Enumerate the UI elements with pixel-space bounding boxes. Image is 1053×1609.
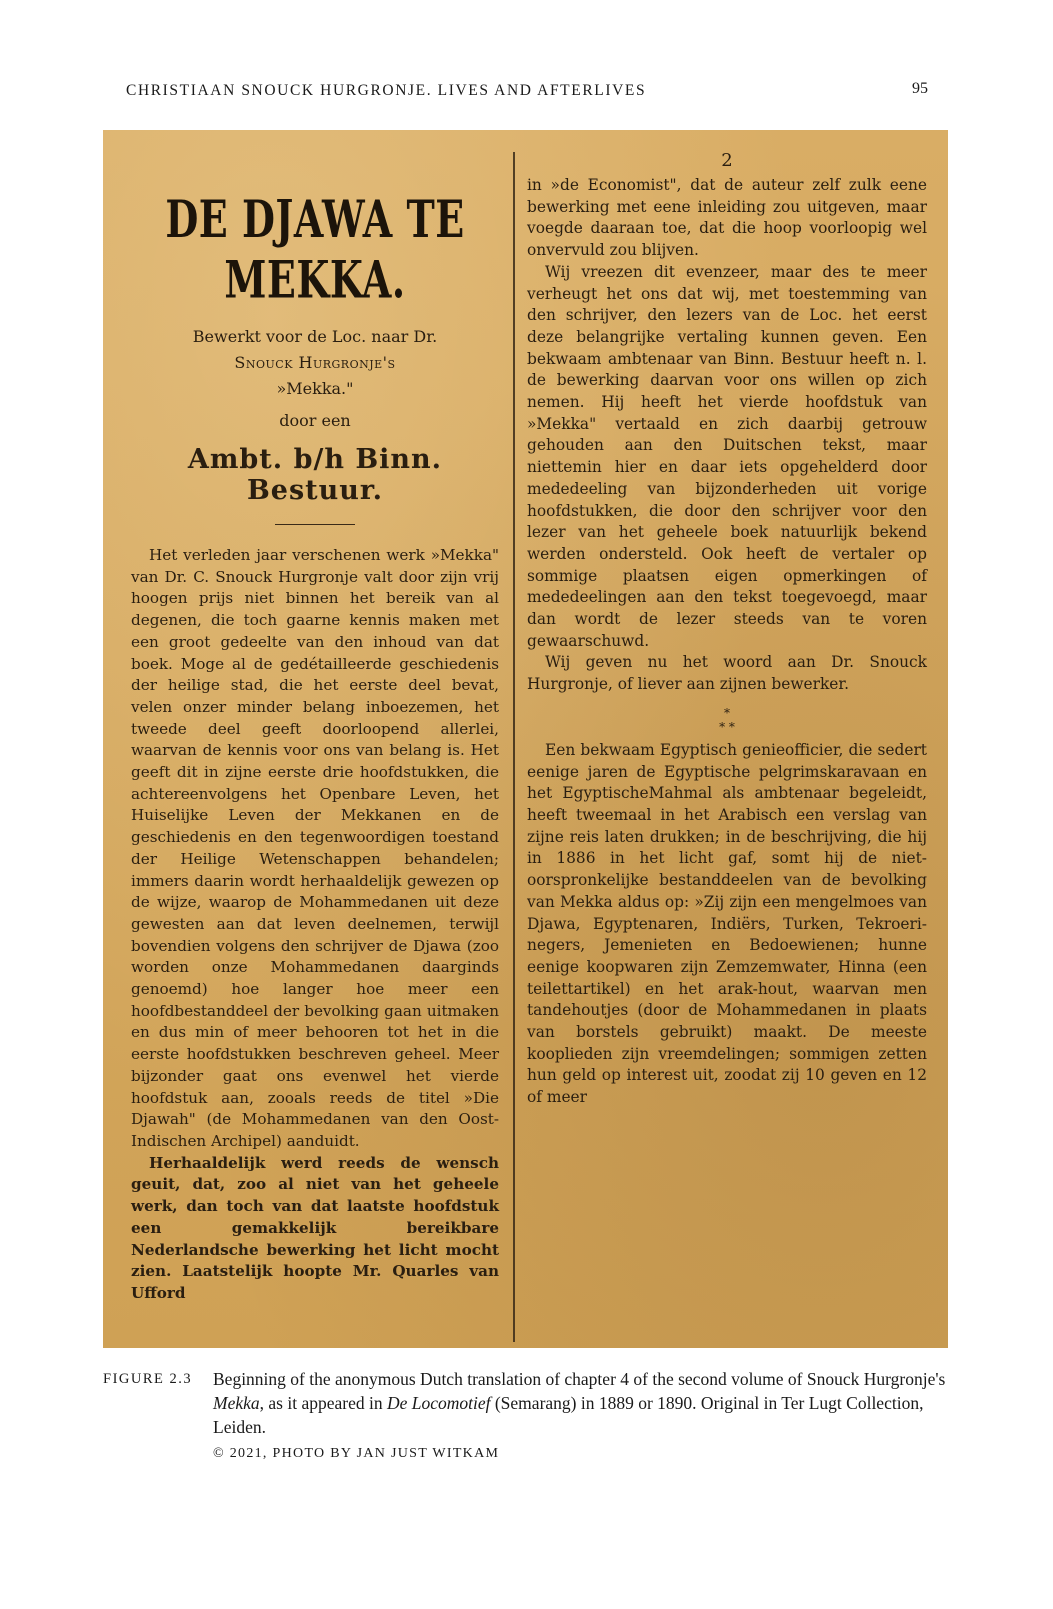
caption-text-part-1: Beginning of the anonymous Dutch translation of chapter 4 of the second volume of Snouck Hurgronje's (213, 1369, 946, 1389)
figure-credit: © 2021, PHOTO BY JAN JUST WITKAM (213, 1446, 500, 1461)
clipping-asterism (527, 706, 927, 734)
running-title: CHRISTIAAN SNOUCK HURGRONJE. LIVES AND AFTERLIVES (126, 82, 647, 99)
clipping-column-divider (513, 152, 515, 1342)
clipping-left-column (131, 160, 499, 1305)
clipping-right-paragraph-1: in »de Economist", dat de auteur zelf zulk eene bewerking met eene inleiding zou uitgeven, maar voegde daaraan toe, dat die hoop voorloopig wel onvervuld zou blijven. (527, 176, 927, 260)
clipping-left-paragraph-1: Het verleden jaar verschenen werk »Mekka" van Dr. C. Snouck Hurgronje valt door zijn vrij hoogen prijs niet binnen het bereik van al degenen, die toch gaarne kennis maken met een groot gedeelte van den inhoud van dat boek. Moge al de gedétailleerde geschiedenis der heilige stad, die het eerste deel bevat, velen onzer minder belang inboezemen, het tweede deel geeft doorloopend allerlei, waarvan de kennis voor ons van belang is. Het geeft dit in zijne eerste drie hoofdstukken, die achtereenvolgens het Openbare Leven, het Huiselijke Leven der Mekkanen en de geschiedenis en den tegenwoordigen toestand der Heilige Wetenschappen behandelen; immers daarin wordt herhaaldelijk gewezen op de wijze, waarop de Mohammedanen uit deze gewesten aan dat leven deelnemen, terwijl bovendien volgens den schrijver de Djawa (zoo worden onze Mohammedanen daarginds genoemd) hoe langer hoe meer een hoofdbestanddeel der bevolking gaan uitmaken en dus min of meer behooren tot het in die eerste hoofdstukken beschreven geheel. Meer bijzonder gaat ons evenwel het vierde hoofdstuk aan, zooals reeds de titel »Die Djawah" (de Mohammedanen van den Oost-Indischen Archipel) aanduidt. (131, 546, 499, 1150)
clipping-page-mark: 2 (721, 150, 733, 171)
clipping-byline: Ambt. b/h Binn. Bestuur. (187, 444, 443, 506)
clipping-right-paragraph-2: Wij vreezen dit evenzeer, maar des te meer verheugt het ons dat wij, met toestemming van den schrijver, den lezers van de Loc. het eerst deze belangrijke vertaling kunnen geven. Een bekwaam ambtenaar van Binn. Bestuur heeft n. l. de bewerking daarvan voor ons willen op zich nemen. Hij heeft het vierde hoofdstuk van »Mekka" vertaald en zich daarbij getrouw gehouden aan den Duitschen tekst, maar niettemin hier en daar iets opgehelderd door mededeeling van bijzonderheden uit vorige hoofdstukken, die door den schrijver voor den lezer van het geheele boek natuurlijk bekend werden ondersteld. Ook heeft de vertaler op sommige plaatsen eigen opmerkingen of mededeelingen aan den tekst toegevoegd, maar dan wordt de lezer steeds van te voren gewaarschuwd. (527, 262, 927, 650)
asterism-top: * (724, 705, 730, 720)
caption-text-part-2: , as it appeared in (259, 1393, 387, 1413)
running-head (126, 80, 928, 104)
clipping-short-rule (275, 524, 355, 525)
figure-caption-text (213, 1367, 948, 1466)
newspaper-clipping-photo (103, 130, 948, 1348)
clipping-subtitle-4: door een (279, 411, 351, 430)
page-number: 95 (912, 80, 928, 97)
caption-italic-locomotief: De Locomotief (386, 1393, 491, 1413)
clipping-right-paragraph-3: Wij geven nu het woord aan Dr. Snouck Hurgronje, of liever aan zijnen bewerker. (527, 653, 927, 694)
clipping-subtitle-2: Snouck Hurgronje's (234, 353, 396, 372)
clipping-subtitle-3: »Mekka." (276, 379, 354, 398)
clipping-headline: DE DJAWA TE MEKKA. (165, 188, 465, 310)
clipping-subtitle-1: Bewerkt voor de Loc. naar Dr. (192, 327, 438, 346)
figure-label: FIGURE 2.3 (103, 1371, 193, 1387)
caption-text-part-3: (Semarang) in 1889 or 1890. Original in Ter Lugt Collection, Leiden. (213, 1393, 924, 1437)
clipping-right-column (527, 150, 927, 1109)
clipping-right-paragraph-4: Een bekwaam Egyptisch genieofficier, die sedert eenige jaren de Egyptische pelgrimskaravaan en het EgyptischeMahmal als ambtenaar begeleidt, heeft tweemaal in het Arabisch een verslag van zijne reis laten drukken; in de beschrijving, die hij in 1886 in het licht gaf, somt hij de niet-oorspronkelijke bestanddeelen van de bevolking van Mekka aldus op: »Zij zijn een mengelmoes van Djawa, Egyptenaren, Indiërs, Turken, Tekroeri-negers, Jemenieten en Bedoewienen; hunne eenige koopwaren zijn Zemzemwater, Hinna (een teilettartikel) en het arak-hout, waarvan men tandehoutjes (door de Mohammedanen in plaats van borstels gebruikt) maakt. De meeste kooplieden zijn vreemdelingen; sommigen zetten hun geld op interest uit, zoodat zij 10 geven en 12 of meer (527, 740, 927, 1107)
caption-italic-mekka: Mekka (213, 1393, 260, 1413)
clipping-left-paragraph-2: Herhaaldelijk werd reeds de wensch geuit, dat, zoo al niet van het geheele werk, dan toch van dat laatste hoofdstuk een gemakkelijk bereikbare Nederlandsche bewerking het licht mocht zien. Laatstelijk hoopte Mr. Quarles van Ufford (131, 1153, 499, 1302)
asterism-bottom: * * (719, 719, 735, 734)
